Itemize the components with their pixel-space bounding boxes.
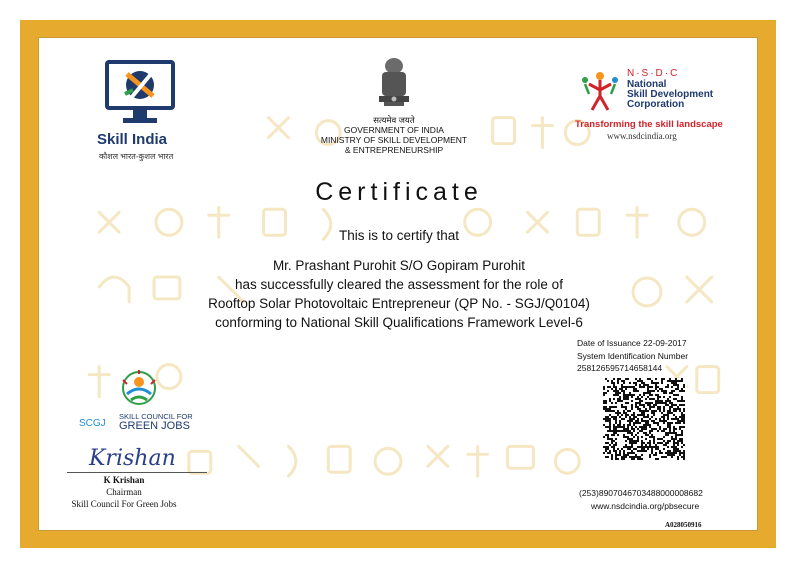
verify-url: www.nsdcindia.org/pbsecure bbox=[591, 501, 700, 511]
scgj-emblem-icon bbox=[117, 368, 161, 408]
scgj-logo bbox=[79, 368, 219, 438]
skill-india-emblem-icon bbox=[105, 58, 175, 128]
certify-text: This is to certify that bbox=[338, 228, 460, 243]
system-id-number: 2581265957146581​44 bbox=[577, 363, 663, 373]
gov-motto: सत्यमेव जयते bbox=[373, 115, 415, 125]
date-of-issuance: Date of Issuance 22-09-2017 bbox=[577, 338, 687, 348]
nsdc-name-3: Corporation bbox=[627, 99, 685, 110]
system-id-label: System Identification Number bbox=[577, 351, 689, 361]
nsdc-logo bbox=[575, 68, 739, 148]
nsdc-tagline: Transforming the skill landscape bbox=[575, 119, 723, 130]
role-line: Rooftop Solar Photovoltaic Entrepreneur (QP No. - SGJ/Q0104) bbox=[208, 296, 590, 311]
candidate-name: Mr. Prashant Purohit S/O Gopiram Purohit bbox=[272, 258, 526, 273]
framework-line: conforming to National Skill Qualifications Framework Level-6 bbox=[215, 315, 583, 330]
verify-code: (253)8907046703488000008682 bbox=[579, 488, 703, 498]
skill-india-logo bbox=[87, 58, 197, 168]
scgj-name-1: SKILL COUNCIL FOR bbox=[119, 412, 193, 421]
nsdc-name-1: National bbox=[627, 79, 667, 90]
signatory-title: Chairman bbox=[106, 487, 142, 497]
skill-india-name: Skill India bbox=[97, 131, 168, 148]
scgj-abbr: SCGJ bbox=[79, 418, 106, 429]
signature: Krishan bbox=[89, 446, 176, 471]
nsdc-acronym: N·S·D·C bbox=[627, 68, 680, 79]
gov-line-1: GOVERNMENT OF INDIA bbox=[344, 125, 444, 135]
nsdc-url: www.nsdcindia.org bbox=[607, 131, 677, 141]
signatory-org: Skill Council For Green Jobs bbox=[71, 499, 177, 509]
qr-code bbox=[601, 378, 687, 460]
scgj-name-2: GREEN JOBS bbox=[119, 420, 190, 432]
assessment-line: has successfully cleared the assessment for the role of bbox=[235, 277, 563, 292]
signatory-name: K Krishan bbox=[103, 475, 145, 485]
nsdc-name-2: Skill Development bbox=[627, 89, 714, 100]
gov-line-2: MINISTRY OF SKILL DEVELOPMENT bbox=[320, 135, 468, 145]
certificate-title: Certificate bbox=[315, 178, 483, 206]
national-emblem-icon bbox=[376, 56, 412, 110]
nsdc-figures-icon bbox=[579, 70, 621, 114]
certificate-body bbox=[38, 37, 758, 531]
serial-number: A028050916 bbox=[665, 521, 702, 529]
signature-line bbox=[67, 472, 207, 473]
gov-line-3: & ENTREPRENEURSHIP bbox=[344, 145, 444, 155]
skill-india-tagline: कौशल भारत-कुशल भारत bbox=[99, 152, 174, 161]
government-header bbox=[319, 56, 469, 155]
